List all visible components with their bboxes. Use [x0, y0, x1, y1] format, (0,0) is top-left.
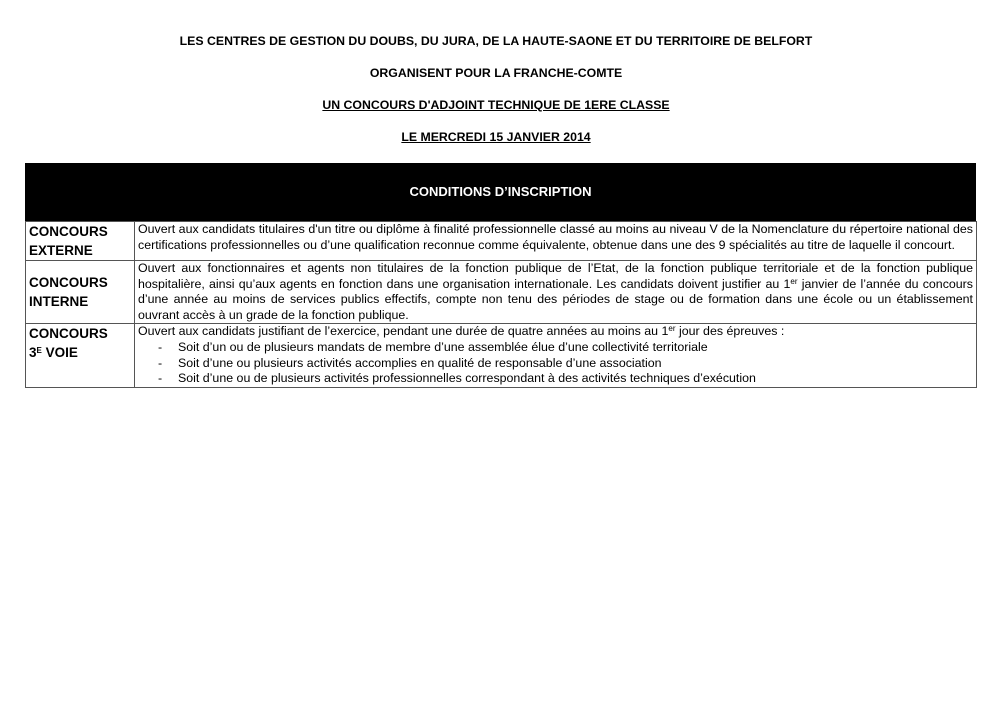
- header-exam-date: LE MERCREDI 15 JANVIER 2014: [401, 130, 591, 144]
- header-organizers: LES CENTRES DE GESTION DU DOUBS, DU JURA, DE LA HAUTE-SAONE ET DU TERRITOIRE DE BELFORT: [179, 34, 813, 48]
- conditions-banner: CONDITIONS D’INSCRIPTION: [25, 163, 976, 221]
- row-text-interne: Ouvert aux fonctionnaires et agents non titulaires de la fonction publique de l’Etat, de la fonction publique territoriale et de la fonction publique hospitalière, ainsi qu’aux agents en fonction dans une organisation internationale. Les candidats doivent justifier au 1er janvier de l’année du concours d’une année au moins de services publics effectifs, compte non tenu des périodes de stage ou de formation dans une école ou un établissement ouvrant accès à un grade de la fonction publique.: [135, 261, 977, 324]
- dash-bullet: -: [158, 355, 163, 370]
- list-item: - Soit d’un ou de plusieurs mandats de membre d’une assemblée élue d’une collectivité territoriale: [158, 339, 708, 354]
- row-label-troisieme-voie: CONCOURS $3^E$ VOIE: [26, 324, 135, 387]
- table-row-interne: [26, 261, 977, 324]
- row-label-interne: CONCOURS INTERNE: [26, 261, 135, 324]
- header-exam-title: UN CONCOURS D'ADJOINT TECHNIQUE DE 1ERE CLASSE: [322, 98, 670, 112]
- header-region: ORGANISENT POUR LA FRANCHE-COMTE: [369, 66, 623, 80]
- row-text-troisieme-voie: [135, 324, 977, 387]
- troisieme-intro: Ouvert aux candidats justifiant de l’exercice, pendant une durée de quatre années au moins au 1er jour des épreuves :: [138, 324, 785, 339]
- dash-bullet: -: [158, 371, 163, 386]
- dash-bullet: -: [158, 339, 163, 354]
- document-header: [0, 33, 992, 161]
- list-item: - Soit d’une ou plusieurs activités accomplies en qualité de responsable d’une association: [158, 355, 662, 370]
- row-text-externe: Ouvert aux candidats titulaires d'un titre ou diplôme à finalité professionnelle classé au moins au niveau V de la Nomenclature du répertoire national des certifications professionnelles ou d’une qualification reconnue comme équivalente, obtenue dans une des 9 spécialités au titre de laquelle il concourt.: [135, 222, 977, 261]
- row-label-externe: CONCOURS EXTERNE: [26, 222, 135, 261]
- troisieme-list: [138, 340, 973, 387]
- list-item: - Soit d’une ou de plusieurs activités professionnelles correspondant à des activités techniques d’exécution: [158, 371, 756, 386]
- table-row-externe: [26, 222, 977, 261]
- table-row-troisieme-voie: [26, 324, 977, 387]
- conditions-table: [25, 221, 977, 388]
